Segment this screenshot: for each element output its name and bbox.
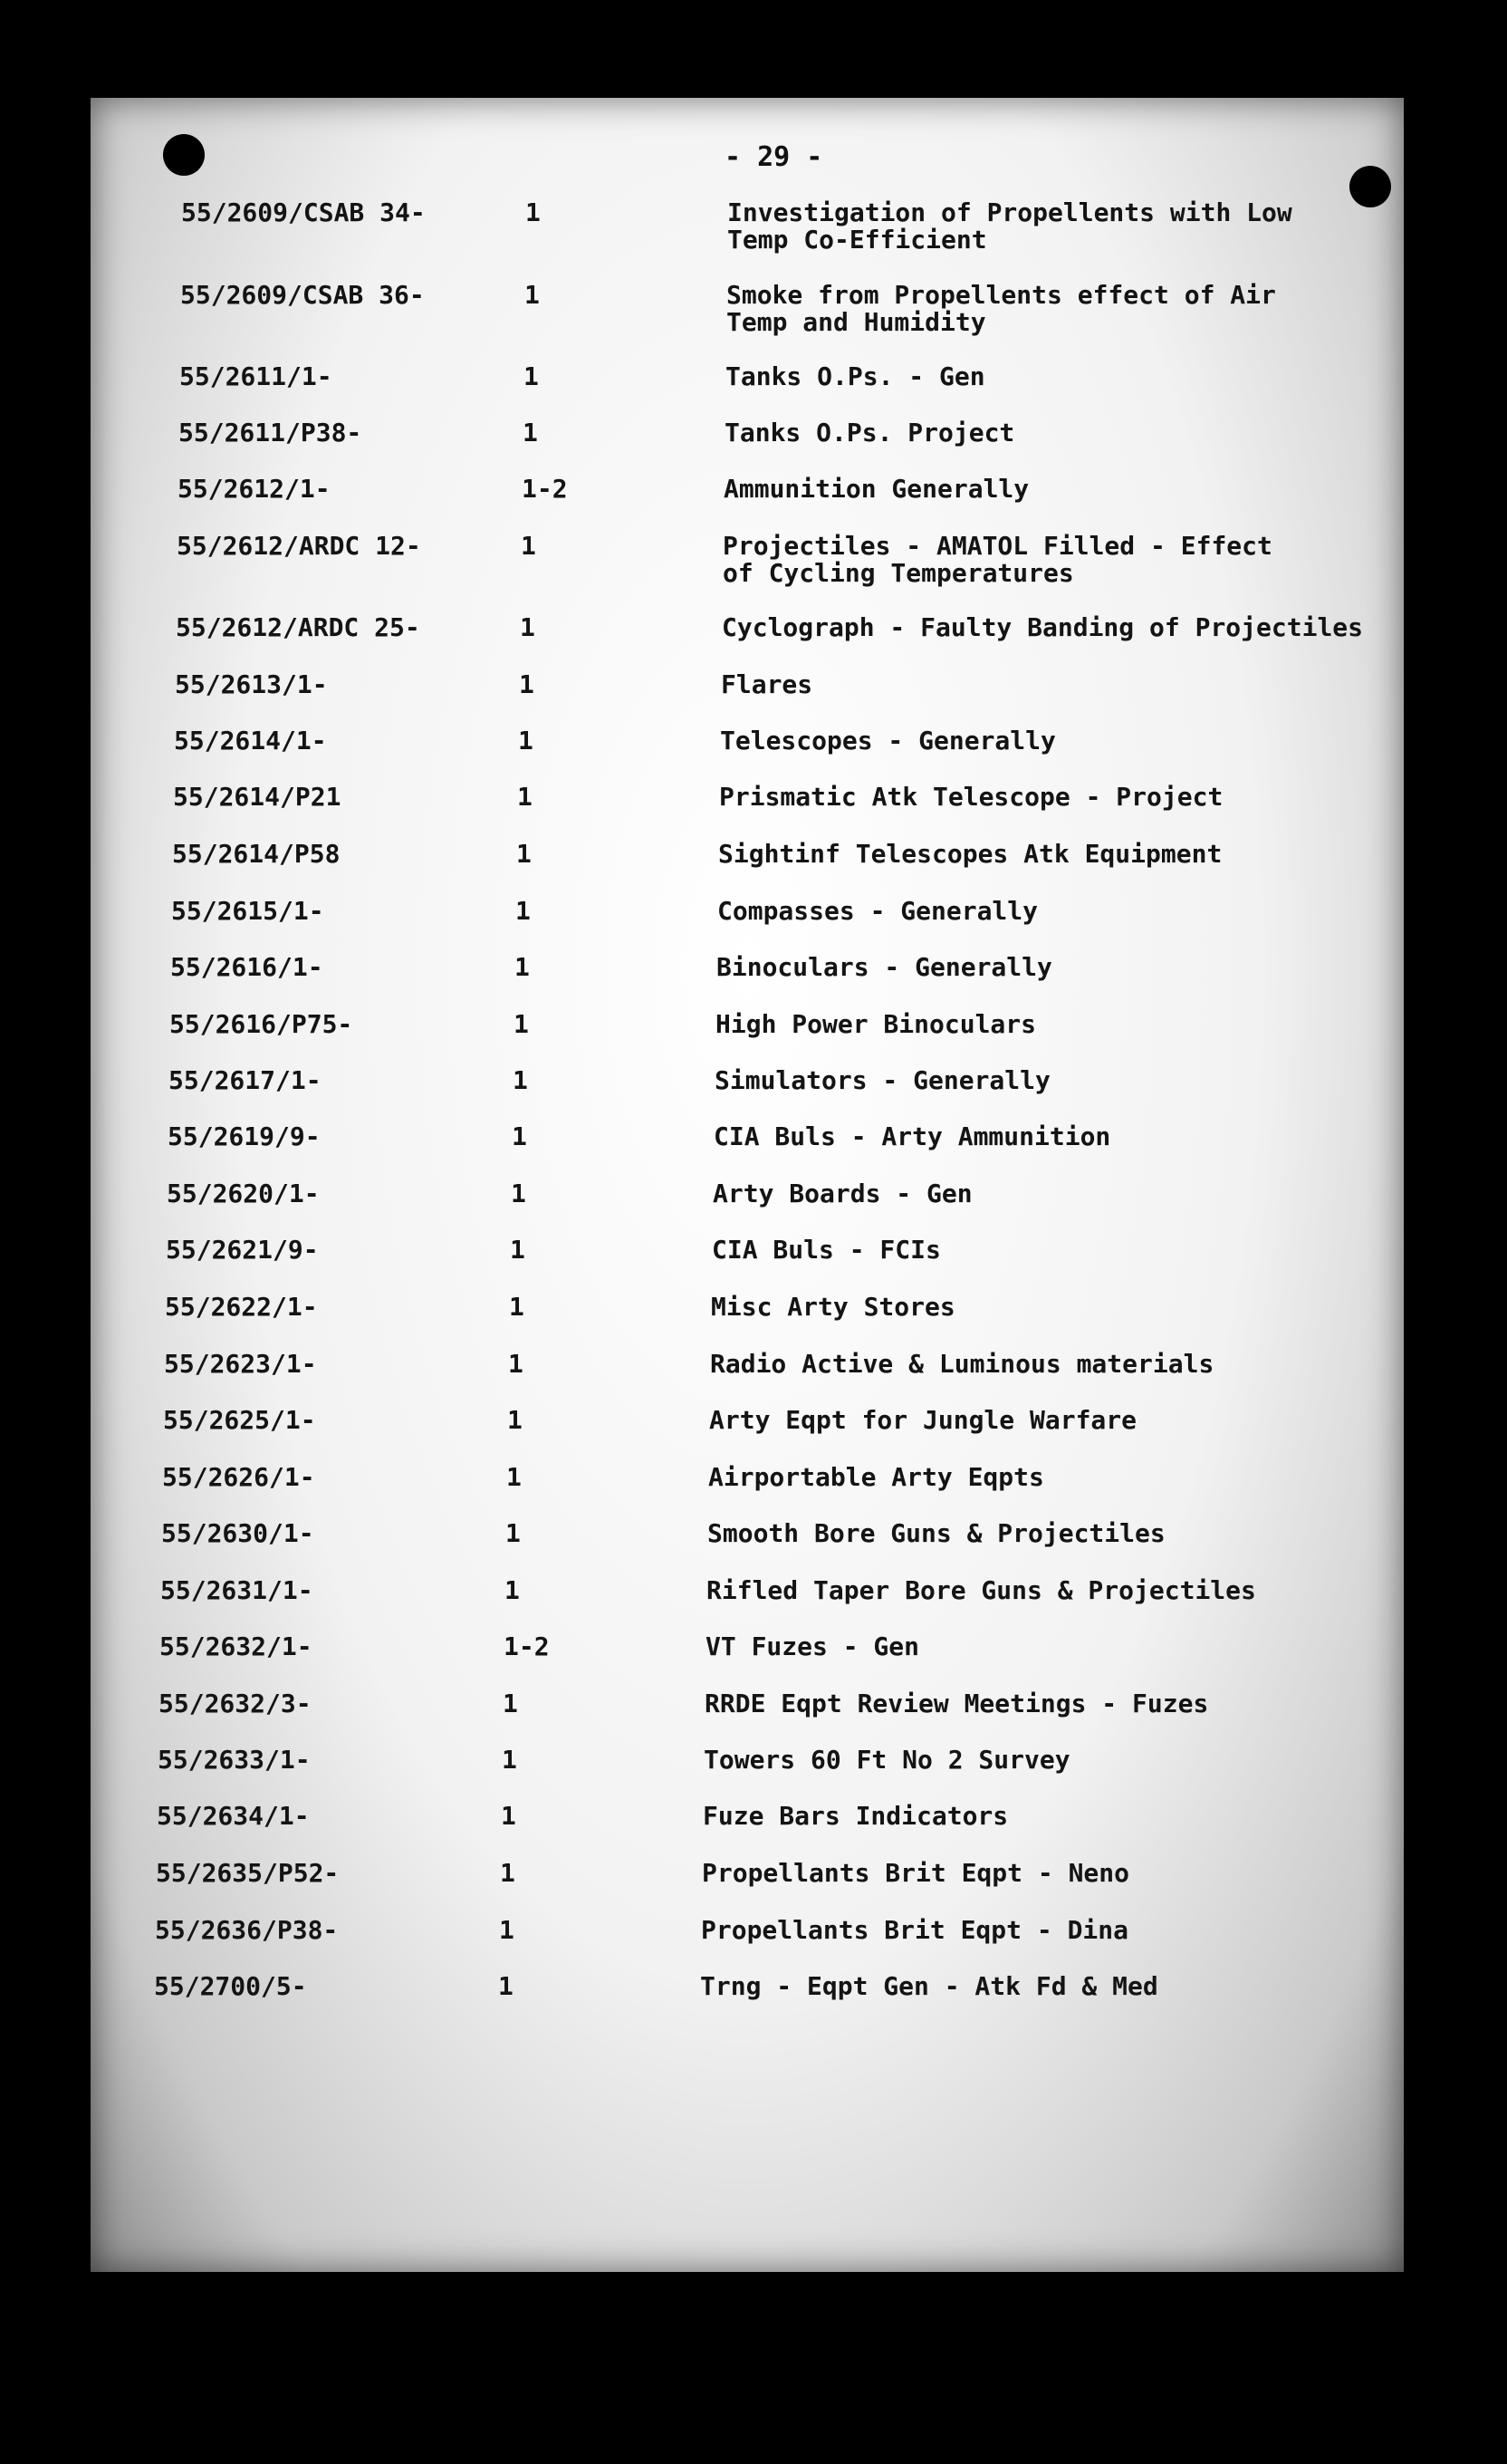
file-reference: 55/2626/1- bbox=[162, 1462, 315, 1492]
file-subject: Smooth Bore Guns & Projectiles bbox=[707, 1518, 1166, 1548]
file-subject: Ammunition Generally bbox=[724, 474, 1030, 504]
volume-number: 1 bbox=[513, 1065, 528, 1095]
file-subject: Compasses - Generally bbox=[717, 896, 1039, 926]
volume-number: 1 bbox=[524, 280, 540, 310]
volume-number: 1 bbox=[523, 361, 539, 391]
file-reference: 55/2622/1- bbox=[165, 1292, 318, 1322]
file-reference: 55/2616/1- bbox=[170, 952, 323, 982]
volume-number: 1 bbox=[500, 1858, 515, 1888]
volume-number: 1 bbox=[521, 531, 536, 561]
file-subject: Flares bbox=[721, 669, 813, 699]
file-reference: 55/2613/1- bbox=[175, 669, 328, 699]
file-subject: Rifled Taper Bore Guns & Projectiles bbox=[706, 1575, 1256, 1605]
volume-number: 1 bbox=[499, 1915, 514, 1945]
file-subject: Towers 60 Ft No 2 Survey bbox=[704, 1745, 1070, 1775]
file-subject: Sightinf Telescopes Atk Equipment bbox=[718, 839, 1223, 869]
file-subject: Tanks O.Ps. Project bbox=[725, 418, 1015, 448]
volume-number: 1 bbox=[515, 896, 531, 926]
volume-number: 1 bbox=[501, 1801, 516, 1831]
file-subject: Binoculars - Generally bbox=[716, 952, 1052, 982]
volume-number: 1 bbox=[505, 1518, 521, 1548]
file-subject: Arty Eqpt for Jungle Warfare bbox=[709, 1405, 1137, 1435]
file-subject: Investigation of Propellents with Low Temp Co-Efficient bbox=[727, 197, 1292, 255]
file-reference: 55/2612/ARDC 25- bbox=[176, 612, 420, 642]
file-reference: 55/2621/9- bbox=[166, 1235, 319, 1265]
file-subject: Prismatic Atk Telescope - Project bbox=[719, 782, 1224, 812]
volume-number: 1 bbox=[508, 1349, 523, 1379]
file-reference: 55/2630/1- bbox=[161, 1518, 314, 1548]
file-reference: 55/2623/1- bbox=[164, 1349, 317, 1379]
volume-number: 1 bbox=[517, 782, 533, 812]
file-reference: 55/2612/1- bbox=[178, 474, 331, 504]
volume-number: 1 bbox=[507, 1405, 523, 1435]
file-subject: Propellants Brit Eqpt - Neno bbox=[702, 1858, 1130, 1888]
file-reference: 55/2611/P38- bbox=[178, 418, 362, 448]
file-reference: 55/2634/1- bbox=[157, 1801, 310, 1831]
file-subject: Radio Active & Luminous materials bbox=[710, 1349, 1214, 1379]
volume-number: 1 bbox=[523, 418, 538, 448]
file-reference: 55/2632/3- bbox=[158, 1689, 312, 1718]
file-reference: 55/2631/1- bbox=[160, 1575, 313, 1605]
file-reference: 55/2609/CSAB 36- bbox=[180, 280, 425, 310]
volume-number: 1 bbox=[502, 1745, 517, 1775]
file-subject: CIA Buls - Arty Ammunition bbox=[714, 1121, 1111, 1151]
volume-number: 1 bbox=[525, 197, 541, 227]
volume-number: 1 bbox=[509, 1292, 524, 1322]
file-reference: 55/2632/1- bbox=[159, 1631, 312, 1661]
file-subject: Tanks O.Ps. - Gen bbox=[725, 361, 985, 391]
file-subject: Trng - Eqpt Gen - Atk Fd & Med bbox=[700, 1971, 1158, 2001]
file-reference: 55/2700/5- bbox=[154, 1971, 307, 2001]
file-subject: RRDE Eqpt Review Meetings - Fuzes bbox=[705, 1689, 1209, 1718]
volume-number: 1 bbox=[511, 1179, 526, 1208]
file-subject: Smoke from Propellents effect of Air Temp and Humidity bbox=[726, 280, 1276, 337]
file-reference: 55/2609/CSAB 34- bbox=[181, 197, 426, 227]
volume-number: 1 bbox=[503, 1689, 518, 1718]
file-subject: Fuze Bars Indicators bbox=[703, 1801, 1009, 1831]
volume-number: 1 bbox=[514, 1009, 529, 1039]
file-reference: 55/2614/P58 bbox=[172, 839, 341, 869]
file-reference: 55/2616/P75- bbox=[169, 1009, 353, 1039]
volume-number: 1 bbox=[498, 1971, 514, 2001]
file-reference: 55/2619/9- bbox=[168, 1121, 321, 1151]
file-reference: 55/2633/1- bbox=[158, 1745, 311, 1775]
file-reference: 55/2614/P21 bbox=[173, 782, 341, 812]
file-reference: 55/2636/P38- bbox=[155, 1915, 339, 1945]
volume-number: 1 bbox=[514, 952, 530, 982]
volume-number: 1 bbox=[518, 726, 533, 756]
file-subject: Telescopes - Generally bbox=[720, 726, 1056, 756]
file-subject: High Power Binoculars bbox=[715, 1009, 1037, 1039]
file-reference: 55/2614/1- bbox=[174, 726, 327, 756]
file-reference: 55/2620/1- bbox=[167, 1179, 320, 1208]
punch-hole-left bbox=[163, 134, 205, 176]
file-subject: Propellants Brit Eqpt - Dina bbox=[701, 1915, 1129, 1945]
file-reference: 55/2635/P52- bbox=[156, 1858, 340, 1888]
volume-number: 1 bbox=[506, 1462, 522, 1492]
file-subject: Airportable Arty Eqpts bbox=[708, 1462, 1044, 1492]
volume-number: 1 bbox=[519, 669, 534, 699]
file-subject: CIA Buls - FCIs bbox=[712, 1235, 941, 1265]
file-subject: VT Fuzes - Gen bbox=[706, 1631, 920, 1661]
file-subject: Arty Boards - Gen bbox=[713, 1179, 973, 1208]
file-reference: 55/2615/1- bbox=[171, 896, 324, 926]
volume-number: 1 bbox=[512, 1121, 527, 1151]
file-reference: 55/2617/1- bbox=[168, 1065, 322, 1095]
volume-number: 1 bbox=[516, 839, 532, 869]
file-reference: 55/2625/1- bbox=[163, 1405, 316, 1435]
volume-number: 1 bbox=[510, 1235, 525, 1265]
volume-number: 1 bbox=[520, 612, 535, 642]
file-reference: 55/2612/ARDC 12- bbox=[177, 531, 421, 561]
file-subject: Projectiles - AMATOL Filled - Effect of Cycling Temperatures bbox=[723, 531, 1272, 588]
file-subject: Simulators - Generally bbox=[715, 1065, 1051, 1095]
page-number: - 29 - bbox=[725, 141, 823, 173]
volume-number: 1-2 bbox=[504, 1631, 550, 1661]
file-reference: 55/2611/1- bbox=[179, 361, 332, 391]
volume-number: 1-2 bbox=[522, 474, 568, 504]
document-page bbox=[91, 98, 1404, 2272]
file-subject: Cyclograph - Faulty Banding of Projectiles bbox=[722, 612, 1364, 642]
volume-number: 1 bbox=[504, 1575, 520, 1605]
file-subject: Misc Arty Stores bbox=[711, 1292, 955, 1322]
